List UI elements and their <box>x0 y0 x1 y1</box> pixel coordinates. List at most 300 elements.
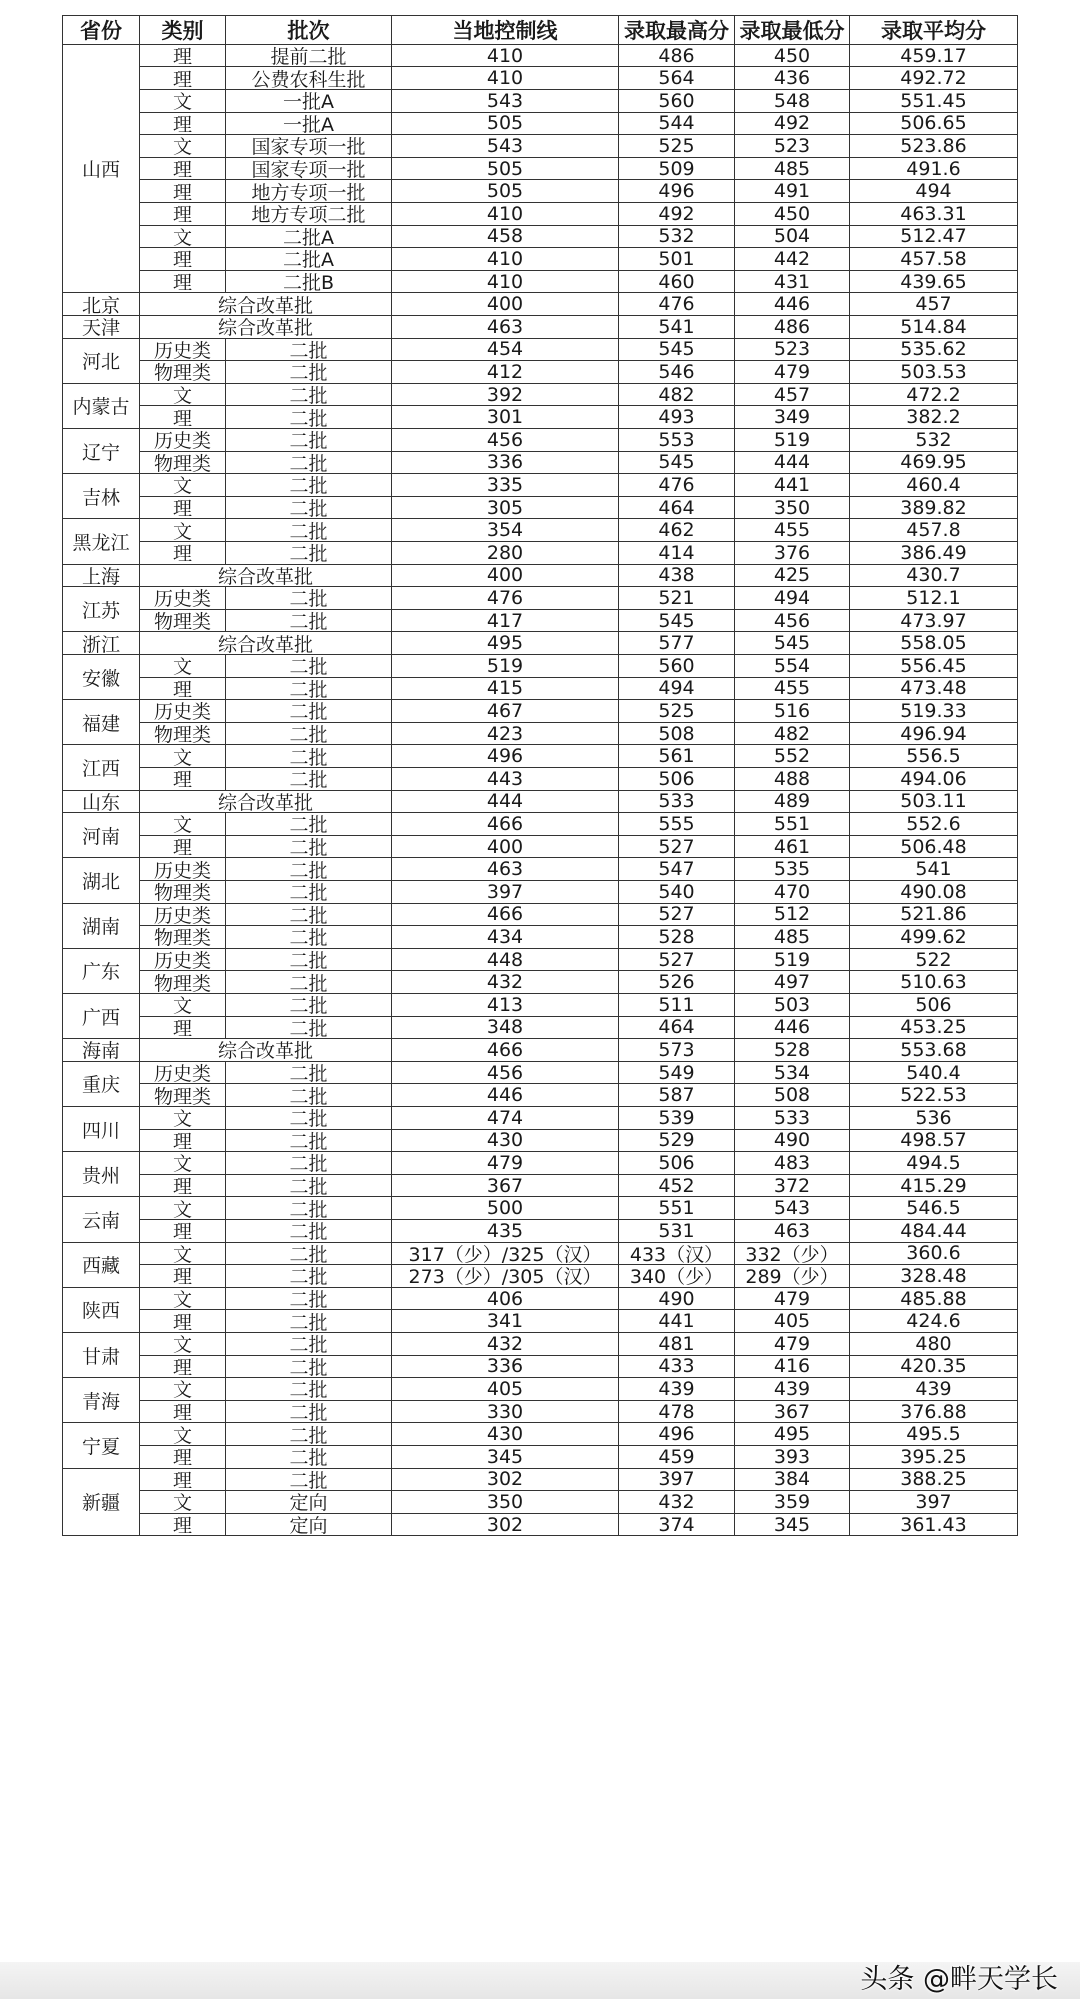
batch-cell: 二批 <box>225 1309 392 1333</box>
max-score-cell: 527 <box>618 948 735 972</box>
batch-cell: 提前二批 <box>225 44 392 68</box>
min-score-cell: 405 <box>734 1309 850 1333</box>
max-score-cell: 340（少） <box>618 1264 735 1288</box>
category-cell: 理 <box>139 1400 226 1424</box>
category-cell: 理 <box>139 405 226 429</box>
batch-cell: 二批 <box>225 1242 392 1266</box>
avg-score-cell: 469.95 <box>849 451 1018 475</box>
category-cell: 理 <box>139 1174 226 1198</box>
batch-cell: 二批 <box>225 473 392 497</box>
avg-score-cell: 536 <box>849 1106 1018 1130</box>
control-line-cell: 430 <box>391 1129 619 1153</box>
max-score-cell: 560 <box>618 89 735 113</box>
min-score-cell: 359 <box>734 1490 850 1514</box>
province-cell: 陕西 <box>62 1287 140 1333</box>
max-score-cell: 527 <box>618 835 735 859</box>
avg-score-cell: 494.5 <box>849 1151 1018 1175</box>
category-cell: 历史类 <box>139 948 226 972</box>
avg-score-cell: 506.65 <box>849 112 1018 136</box>
control-line-cell: 341 <box>391 1309 619 1333</box>
min-score-cell: 508 <box>734 1083 850 1107</box>
admission-score-table <box>62 15 1017 1956</box>
min-score-cell: 503 <box>734 993 850 1017</box>
max-score-cell: 464 <box>618 496 735 520</box>
avg-score-cell: 522.53 <box>849 1083 1018 1107</box>
control-line-cell: 348 <box>391 1016 619 1040</box>
category-cell: 理 <box>139 1016 226 1040</box>
category-cell: 文 <box>139 1242 226 1266</box>
avg-score-cell: 389.82 <box>849 496 1018 520</box>
category-cell: 理 <box>139 157 226 181</box>
max-score-cell: 492 <box>618 202 735 226</box>
min-score-cell: 523 <box>734 134 850 158</box>
min-score-cell: 345 <box>734 1513 850 1537</box>
max-score-cell: 486 <box>618 44 735 68</box>
max-score-cell: 414 <box>618 541 735 565</box>
min-score-cell: 479 <box>734 360 850 384</box>
max-score-cell: 481 <box>618 1332 735 1356</box>
control-line-cell: 443 <box>391 767 619 791</box>
max-score-cell: 531 <box>618 1219 735 1243</box>
min-score-cell: 497 <box>734 970 850 994</box>
province-cell: 云南 <box>62 1196 140 1242</box>
min-score-cell: 533 <box>734 1106 850 1130</box>
avg-score-cell: 558.05 <box>849 631 1018 655</box>
category-cell: 历史类 <box>139 903 226 927</box>
avg-score-cell: 397 <box>849 1490 1018 1514</box>
avg-score-cell: 495.5 <box>849 1422 1018 1446</box>
batch-cell: 二批 <box>225 948 392 972</box>
batch-cell: 二批 <box>225 1174 392 1198</box>
control-line-cell: 454 <box>391 338 619 362</box>
min-score-cell: 441 <box>734 473 850 497</box>
min-score-cell: 456 <box>734 609 850 633</box>
batch-cell: 综合改革批 <box>139 564 392 588</box>
max-score-cell: 441 <box>618 1309 735 1333</box>
batch-cell: 二批 <box>225 1287 392 1311</box>
province-cell: 山东 <box>62 790 140 814</box>
avg-score-cell: 494.06 <box>849 767 1018 791</box>
avg-score-cell: 382.2 <box>849 405 1018 429</box>
max-score-cell: 521 <box>618 586 735 610</box>
category-cell: 理 <box>139 1264 226 1288</box>
category-cell: 文 <box>139 1332 226 1356</box>
category-cell: 历史类 <box>139 338 226 362</box>
batch-cell: 二批 <box>225 903 392 927</box>
batch-cell: 二批 <box>225 1377 392 1401</box>
category-cell: 理 <box>139 179 226 203</box>
header-cell: 类别 <box>139 15 226 45</box>
min-score-cell: 431 <box>734 270 850 294</box>
category-cell: 理 <box>139 247 226 271</box>
max-score-cell: 555 <box>618 812 735 836</box>
province-cell: 北京 <box>62 292 140 316</box>
min-score-cell: 552 <box>734 744 850 768</box>
control-line-cell: 405 <box>391 1377 619 1401</box>
control-line-cell: 467 <box>391 699 619 723</box>
batch-cell: 二批 <box>225 925 392 949</box>
control-line-cell: 392 <box>391 383 619 407</box>
min-score-cell: 535 <box>734 857 850 881</box>
control-line-cell: 495 <box>391 631 619 655</box>
category-cell: 文 <box>139 1287 226 1311</box>
max-score-cell: 526 <box>618 970 735 994</box>
category-cell: 理 <box>139 1129 226 1153</box>
min-score-cell: 491 <box>734 179 850 203</box>
province-cell: 贵州 <box>62 1151 140 1197</box>
avg-score-cell: 546.5 <box>849 1196 1018 1220</box>
max-score-cell: 525 <box>618 699 735 723</box>
batch-cell: 二批 <box>225 1106 392 1130</box>
category-cell: 理 <box>139 112 226 136</box>
control-line-cell: 446 <box>391 1083 619 1107</box>
avg-score-cell: 361.43 <box>849 1513 1018 1537</box>
avg-score-cell: 459.17 <box>849 44 1018 68</box>
batch-cell: 二批 <box>225 360 392 384</box>
category-cell: 理 <box>139 541 226 565</box>
batch-cell: 二批 <box>225 1061 392 1085</box>
min-score-cell: 489 <box>734 790 850 814</box>
min-score-cell: 551 <box>734 812 850 836</box>
min-score-cell: 349 <box>734 405 850 429</box>
batch-cell: 二批 <box>225 1129 392 1153</box>
avg-score-cell: 506 <box>849 993 1018 1017</box>
category-cell: 文 <box>139 1151 226 1175</box>
batch-cell: 二批 <box>225 1151 392 1175</box>
max-score-cell: 525 <box>618 134 735 158</box>
batch-cell: 国家专项一批 <box>225 134 392 158</box>
avg-score-cell: 553.68 <box>849 1038 1018 1062</box>
min-score-cell: 350 <box>734 496 850 520</box>
avg-score-cell: 457.58 <box>849 247 1018 271</box>
avg-score-cell: 463.31 <box>849 202 1018 226</box>
max-score-cell: 540 <box>618 880 735 904</box>
min-score-cell: 495 <box>734 1422 850 1446</box>
batch-cell: 公费农科生批 <box>225 66 392 90</box>
control-line-cell: 434 <box>391 925 619 949</box>
province-cell: 浙江 <box>62 631 140 655</box>
batch-cell: 地方专项一批 <box>225 179 392 203</box>
batch-cell: 二批 <box>225 677 392 701</box>
control-line-cell: 273（少）/305（汉） <box>391 1264 619 1288</box>
min-score-cell: 479 <box>734 1332 850 1356</box>
max-score-cell: 545 <box>618 451 735 475</box>
province-cell: 宁夏 <box>62 1422 140 1468</box>
batch-cell: 综合改革批 <box>139 292 392 316</box>
batch-cell: 二批 <box>225 857 392 881</box>
batch-cell: 二批 <box>225 383 392 407</box>
avg-score-cell: 439.65 <box>849 270 1018 294</box>
category-cell: 物理类 <box>139 360 226 384</box>
category-cell: 历史类 <box>139 857 226 881</box>
category-cell: 文 <box>139 744 226 768</box>
batch-cell: 二批 <box>225 767 392 791</box>
category-cell: 历史类 <box>139 428 226 452</box>
batch-cell: 二批 <box>225 609 392 633</box>
control-line-cell: 435 <box>391 1219 619 1243</box>
avg-score-cell: 541 <box>849 857 1018 881</box>
category-cell: 理 <box>139 1513 226 1537</box>
min-score-cell: 367 <box>734 1400 850 1424</box>
category-cell: 文 <box>139 89 226 113</box>
max-score-cell: 577 <box>618 631 735 655</box>
batch-cell: 二批 <box>225 338 392 362</box>
batch-cell: 综合改革批 <box>139 1038 392 1062</box>
batch-cell: 二批 <box>225 496 392 520</box>
max-score-cell: 433 <box>618 1355 735 1379</box>
batch-cell: 地方专项二批 <box>225 202 392 226</box>
control-line-cell: 330 <box>391 1400 619 1424</box>
avg-score-cell: 424.6 <box>849 1309 1018 1333</box>
min-score-cell: 461 <box>734 835 850 859</box>
control-line-cell: 301 <box>391 405 619 429</box>
min-score-cell: 534 <box>734 1061 850 1085</box>
control-line-cell: 305 <box>391 496 619 520</box>
control-line-cell: 413 <box>391 993 619 1017</box>
max-score-cell: 544 <box>618 112 735 136</box>
avg-score-cell: 485.88 <box>849 1287 1018 1311</box>
province-cell: 福建 <box>62 699 140 745</box>
max-score-cell: 496 <box>618 1422 735 1446</box>
max-score-cell: 397 <box>618 1468 735 1492</box>
avg-score-cell: 484.44 <box>849 1219 1018 1243</box>
category-cell: 理 <box>139 1219 226 1243</box>
control-line-cell: 476 <box>391 586 619 610</box>
control-line-cell: 345 <box>391 1445 619 1469</box>
avg-score-cell: 386.49 <box>849 541 1018 565</box>
min-score-cell: 332（少） <box>734 1242 850 1266</box>
province-cell: 湖北 <box>62 857 140 903</box>
province-cell: 西藏 <box>62 1242 140 1288</box>
control-line-cell: 423 <box>391 722 619 746</box>
batch-cell: 二批 <box>225 1355 392 1379</box>
min-score-cell: 384 <box>734 1468 850 1492</box>
avg-score-cell: 457.8 <box>849 518 1018 542</box>
min-score-cell: 548 <box>734 89 850 113</box>
control-line-cell: 410 <box>391 247 619 271</box>
max-score-cell: 438 <box>618 564 735 588</box>
avg-score-cell: 540.4 <box>849 1061 1018 1085</box>
max-score-cell: 452 <box>618 1174 735 1198</box>
province-cell: 山西 <box>62 44 140 294</box>
category-cell: 理 <box>139 1445 226 1469</box>
batch-cell: 一批A <box>225 89 392 113</box>
category-cell: 文 <box>139 1196 226 1220</box>
max-score-cell: 527 <box>618 903 735 927</box>
header-cell: 当地控制线 <box>391 15 619 45</box>
min-score-cell: 393 <box>734 1445 850 1469</box>
province-cell: 广东 <box>62 948 140 994</box>
max-score-cell: 374 <box>618 1513 735 1537</box>
avg-score-cell: 480 <box>849 1332 1018 1356</box>
min-score-cell: 436 <box>734 66 850 90</box>
avg-score-cell: 535.62 <box>849 338 1018 362</box>
avg-score-cell: 430.7 <box>849 564 1018 588</box>
batch-cell: 二批B <box>225 270 392 294</box>
avg-score-cell: 494 <box>849 179 1018 203</box>
avg-score-cell: 521.86 <box>849 903 1018 927</box>
control-line-cell: 415 <box>391 677 619 701</box>
category-cell: 文 <box>139 993 226 1017</box>
avg-score-cell: 388.25 <box>849 1468 1018 1492</box>
max-score-cell: 494 <box>618 677 735 701</box>
avg-score-cell: 453.25 <box>849 1016 1018 1040</box>
province-cell: 青海 <box>62 1377 140 1423</box>
control-line-cell: 543 <box>391 134 619 158</box>
max-score-cell: 460 <box>618 270 735 294</box>
batch-cell: 二批 <box>225 1332 392 1356</box>
province-cell: 辽宁 <box>62 428 140 474</box>
min-score-cell: 494 <box>734 586 850 610</box>
province-cell: 新疆 <box>62 1468 140 1537</box>
province-cell: 上海 <box>62 564 140 588</box>
control-line-cell: 410 <box>391 270 619 294</box>
category-cell: 理 <box>139 44 226 68</box>
min-score-cell: 512 <box>734 903 850 927</box>
batch-cell: 二批 <box>225 518 392 542</box>
category-cell: 文 <box>139 473 226 497</box>
category-cell: 物理类 <box>139 925 226 949</box>
min-score-cell: 519 <box>734 428 850 452</box>
max-score-cell: 561 <box>618 744 735 768</box>
batch-cell: 二批A <box>225 225 392 249</box>
min-score-cell: 446 <box>734 292 850 316</box>
avg-score-cell: 473.97 <box>849 609 1018 633</box>
control-line-cell: 350 <box>391 1490 619 1514</box>
category-cell: 文 <box>139 1422 226 1446</box>
batch-cell: 二批 <box>225 880 392 904</box>
header-cell: 录取最高分 <box>618 15 735 45</box>
category-cell: 物理类 <box>139 722 226 746</box>
min-score-cell: 442 <box>734 247 850 271</box>
category-cell: 文 <box>139 383 226 407</box>
control-line-cell: 543 <box>391 89 619 113</box>
category-cell: 理 <box>139 66 226 90</box>
header-cell: 省份 <box>62 15 140 45</box>
max-score-cell: 476 <box>618 473 735 497</box>
province-cell: 江西 <box>62 744 140 790</box>
min-score-cell: 504 <box>734 225 850 249</box>
avg-score-cell: 376.88 <box>849 1400 1018 1424</box>
control-line-cell: 456 <box>391 428 619 452</box>
max-score-cell: 547 <box>618 857 735 881</box>
min-score-cell: 439 <box>734 1377 850 1401</box>
max-score-cell: 506 <box>618 767 735 791</box>
control-line-cell: 400 <box>391 835 619 859</box>
category-cell: 物理类 <box>139 970 226 994</box>
min-score-cell: 425 <box>734 564 850 588</box>
province-cell: 河北 <box>62 338 140 384</box>
control-line-cell: 412 <box>391 360 619 384</box>
batch-cell: 二批 <box>225 1016 392 1040</box>
batch-cell: 二批 <box>225 1445 392 1469</box>
max-score-cell: 478 <box>618 1400 735 1424</box>
max-score-cell: 432 <box>618 1490 735 1514</box>
control-line-cell: 397 <box>391 880 619 904</box>
batch-cell: 二批 <box>225 993 392 1017</box>
control-line-cell: 336 <box>391 451 619 475</box>
min-score-cell: 543 <box>734 1196 850 1220</box>
max-score-cell: 476 <box>618 292 735 316</box>
max-score-cell: 493 <box>618 405 735 429</box>
min-score-cell: 485 <box>734 925 850 949</box>
max-score-cell: 541 <box>618 315 735 339</box>
min-score-cell: 416 <box>734 1355 850 1379</box>
avg-score-cell: 506.48 <box>849 835 1018 859</box>
category-cell: 文 <box>139 1490 226 1514</box>
category-cell: 文 <box>139 225 226 249</box>
batch-cell: 一批A <box>225 112 392 136</box>
avg-score-cell: 514.84 <box>849 315 1018 339</box>
batch-cell: 二批 <box>225 654 392 678</box>
max-score-cell: 560 <box>618 654 735 678</box>
max-score-cell: 528 <box>618 925 735 949</box>
category-cell: 物理类 <box>139 1083 226 1107</box>
category-cell: 物理类 <box>139 451 226 475</box>
control-line-cell: 417 <box>391 609 619 633</box>
control-line-cell: 456 <box>391 1061 619 1085</box>
province-cell: 湖南 <box>62 903 140 949</box>
header-cell: 录取平均分 <box>849 15 1018 45</box>
category-cell: 文 <box>139 518 226 542</box>
control-line-cell: 335 <box>391 473 619 497</box>
min-score-cell: 457 <box>734 383 850 407</box>
batch-cell: 国家专项一批 <box>225 157 392 181</box>
max-score-cell: 529 <box>618 1129 735 1153</box>
min-score-cell: 519 <box>734 948 850 972</box>
avg-score-cell: 460.4 <box>849 473 1018 497</box>
control-line-cell: 500 <box>391 1196 619 1220</box>
min-score-cell: 470 <box>734 880 850 904</box>
min-score-cell: 488 <box>734 767 850 791</box>
control-line-cell: 430 <box>391 1422 619 1446</box>
batch-cell: 二批 <box>225 586 392 610</box>
category-cell: 文 <box>139 134 226 158</box>
max-score-cell: 459 <box>618 1445 735 1469</box>
min-score-cell: 528 <box>734 1038 850 1062</box>
min-score-cell: 490 <box>734 1129 850 1153</box>
category-cell: 理 <box>139 202 226 226</box>
province-cell: 甘肃 <box>62 1332 140 1378</box>
control-line-cell: 432 <box>391 1332 619 1356</box>
min-score-cell: 516 <box>734 699 850 723</box>
max-score-cell: 587 <box>618 1083 735 1107</box>
max-score-cell: 439 <box>618 1377 735 1401</box>
batch-cell: 二批 <box>225 812 392 836</box>
category-cell: 历史类 <box>139 586 226 610</box>
batch-cell: 二批 <box>225 722 392 746</box>
batch-cell: 综合改革批 <box>139 631 392 655</box>
min-score-cell: 455 <box>734 677 850 701</box>
batch-cell: 综合改革批 <box>139 790 392 814</box>
min-score-cell: 450 <box>734 202 850 226</box>
avg-score-cell: 472.2 <box>849 383 1018 407</box>
control-line-cell: 505 <box>391 112 619 136</box>
avg-score-cell: 499.62 <box>849 925 1018 949</box>
province-cell: 四川 <box>62 1106 140 1152</box>
province-cell: 安徽 <box>62 654 140 700</box>
max-score-cell: 539 <box>618 1106 735 1130</box>
max-score-cell: 482 <box>618 383 735 407</box>
max-score-cell: 490 <box>618 1287 735 1311</box>
batch-cell: 二批 <box>225 744 392 768</box>
control-line-cell: 479 <box>391 1151 619 1175</box>
max-score-cell: 533 <box>618 790 735 814</box>
control-line-cell: 519 <box>391 654 619 678</box>
control-line-cell: 432 <box>391 970 619 994</box>
avg-score-cell: 496.94 <box>849 722 1018 746</box>
category-cell: 文 <box>139 654 226 678</box>
